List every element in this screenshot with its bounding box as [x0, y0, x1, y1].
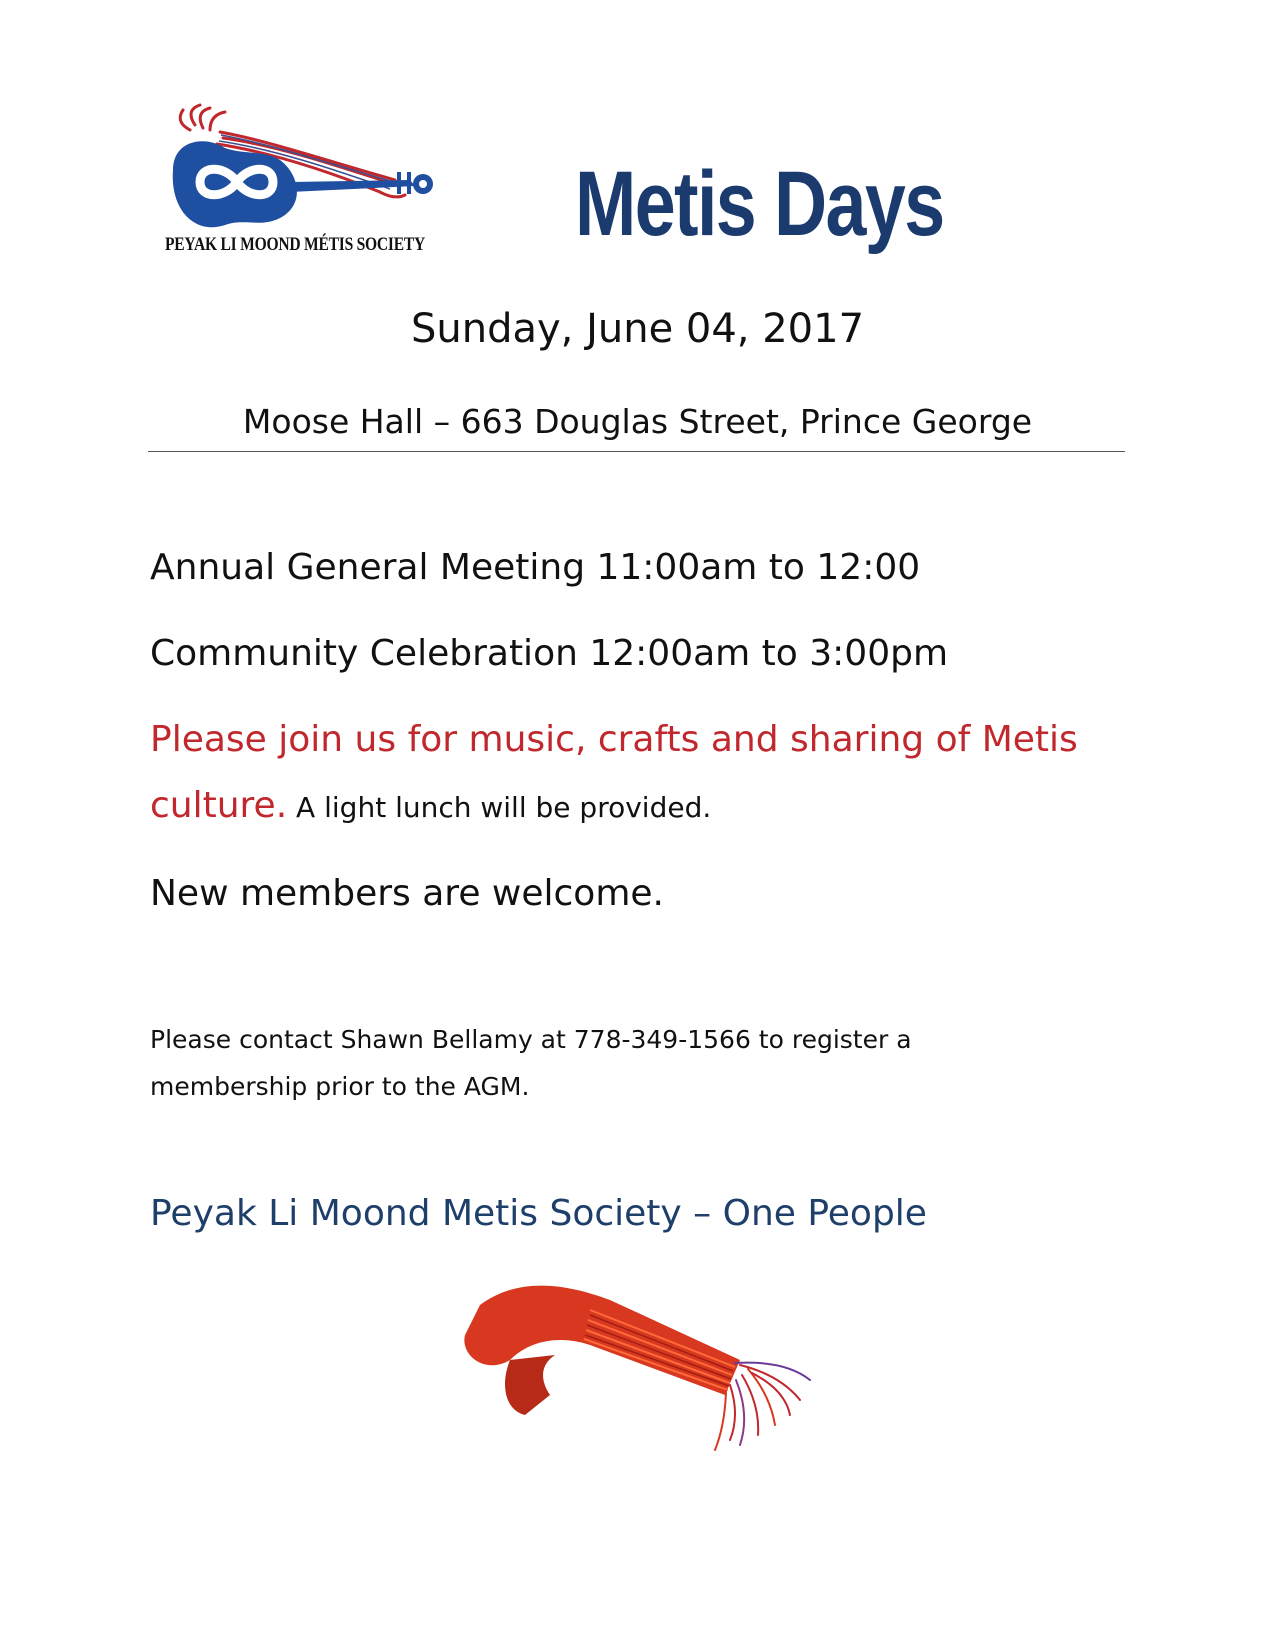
invitation-line-1: Please join us for music, crafts and sharing of Metis [150, 719, 1078, 760]
event-date: Sunday, June 04, 2017 [410, 306, 865, 352]
invitation-culture-text: culture. [150, 785, 288, 826]
fiddle-infinity-icon [165, 100, 455, 240]
metis-sash-icon [440, 1265, 830, 1465]
divider [148, 451, 1125, 452]
contact-line-2: membership prior to the AGM. [150, 1072, 530, 1101]
page-title: Metis Days [575, 153, 944, 255]
logo-text: PEYAK LI MOOND MÉTIS SOCIETY [165, 234, 426, 255]
sash-image [440, 1265, 830, 1465]
agm-schedule: Annual General Meeting 11:00am to 12:00 [150, 547, 921, 588]
footer-tagline: Peyak Li Moond Metis Society – One People [150, 1193, 927, 1234]
society-logo [165, 100, 455, 265]
lunch-note: A light lunch will be provided. [287, 791, 712, 824]
contact-line-1: Please contact Shawn Bellamy at 778-349-1566 to register a [150, 1025, 912, 1054]
event-venue: Moose Hall – 663 Douglas Street, Prince George [242, 402, 1033, 441]
welcome-text: New members are welcome. [150, 873, 664, 914]
invitation-line-2 [150, 784, 711, 827]
celebration-schedule: Community Celebration 12:00am to 3:00pm [150, 633, 949, 674]
